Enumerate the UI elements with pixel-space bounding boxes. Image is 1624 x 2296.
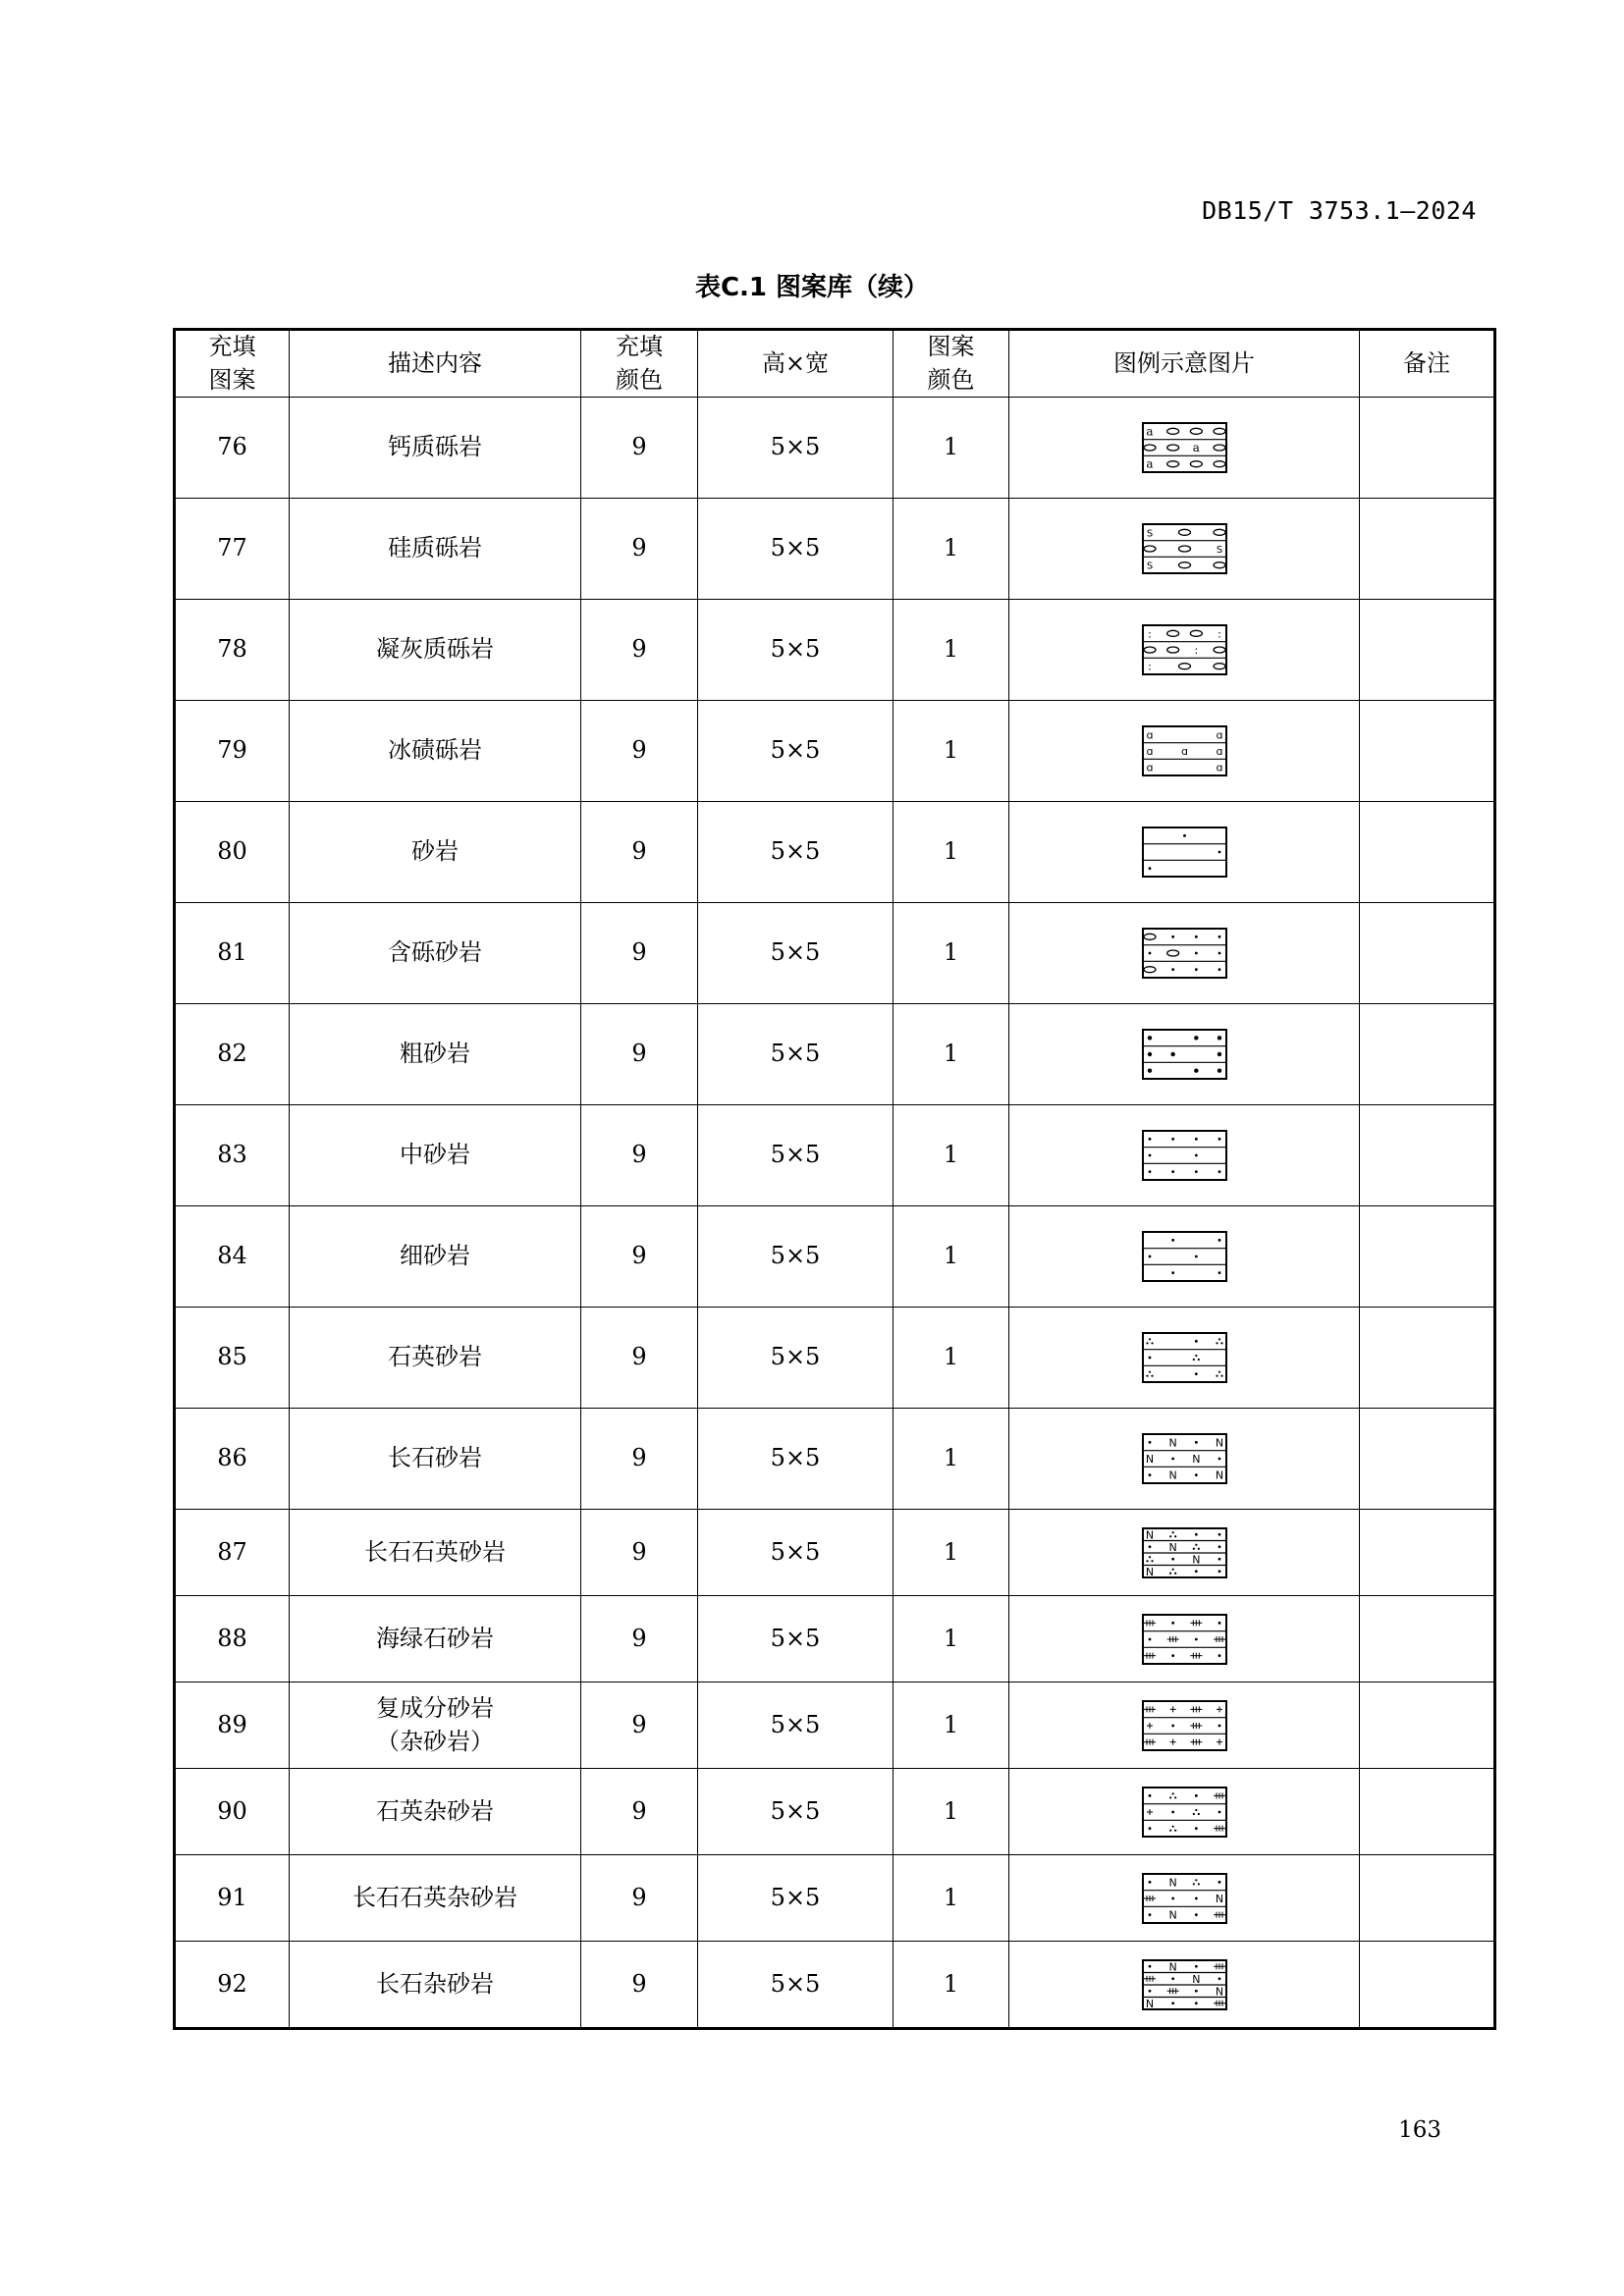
svg-text:N: N bbox=[1191, 1552, 1200, 1566]
legend-pattern-icon bbox=[1142, 1130, 1227, 1181]
row-pattern-color: 1 bbox=[893, 701, 1009, 802]
table-header-row bbox=[175, 330, 1495, 398]
header-pattern-color: 图案 颜色 bbox=[893, 330, 1009, 398]
table-row bbox=[175, 1855, 1495, 1942]
row-description: 石英砂岩 bbox=[290, 1308, 581, 1409]
legend-pattern-icon bbox=[1142, 725, 1227, 776]
legend-pattern-icon bbox=[1142, 1231, 1227, 1282]
row-remarks bbox=[1360, 398, 1495, 499]
row-legend bbox=[1009, 1682, 1360, 1769]
row-pattern-color: 1 bbox=[893, 1105, 1009, 1206]
row-remarks bbox=[1360, 1769, 1495, 1855]
row-legend bbox=[1009, 1105, 1360, 1206]
row-pattern-color: 1 bbox=[893, 802, 1009, 903]
row-remarks bbox=[1360, 600, 1495, 701]
row-size: 5×5 bbox=[698, 1409, 893, 1510]
row-pattern-color: 1 bbox=[893, 1206, 1009, 1308]
legend-pattern-icon bbox=[1142, 1787, 1227, 1838]
row-pattern-color: 1 bbox=[893, 1409, 1009, 1510]
row-size: 5×5 bbox=[698, 1105, 893, 1206]
row-remarks bbox=[1360, 499, 1495, 600]
svg-text:ɑ: ɑ bbox=[1216, 761, 1222, 774]
row-remarks bbox=[1360, 1855, 1495, 1942]
table-title: 表C.1 图案库（续） bbox=[694, 273, 930, 302]
row-remarks bbox=[1360, 1105, 1495, 1206]
row-fill-color: 9 bbox=[581, 1855, 698, 1942]
row-fill-color: 9 bbox=[581, 398, 698, 499]
row-legend bbox=[1009, 802, 1360, 903]
row-description: 冰碛砾岩 bbox=[290, 701, 581, 802]
row-number: 85 bbox=[175, 1308, 290, 1409]
header-description: 描述内容 bbox=[290, 330, 581, 398]
legend-pattern-icon bbox=[1142, 1700, 1227, 1751]
row-pattern-color: 1 bbox=[893, 1769, 1009, 1855]
row-fill-color: 9 bbox=[581, 1769, 698, 1855]
legend-pattern-icon bbox=[1142, 1433, 1227, 1484]
row-number: 88 bbox=[175, 1596, 290, 1682]
row-pattern-color: 1 bbox=[893, 1682, 1009, 1769]
table-row bbox=[175, 1682, 1495, 1769]
legend-pattern-icon bbox=[1142, 422, 1227, 473]
svg-text:N: N bbox=[1168, 1540, 1177, 1554]
row-number: 77 bbox=[175, 499, 290, 600]
row-size: 5×5 bbox=[698, 1510, 893, 1596]
row-size: 5×5 bbox=[698, 398, 893, 499]
row-fill-color: 9 bbox=[581, 802, 698, 903]
legend-pattern-icon bbox=[1142, 827, 1227, 878]
row-legend bbox=[1009, 1855, 1360, 1942]
svg-text:N: N bbox=[1215, 1436, 1223, 1450]
row-size: 5×5 bbox=[698, 903, 893, 1004]
row-pattern-color: 1 bbox=[893, 600, 1009, 701]
svg-text:N: N bbox=[1168, 1876, 1177, 1890]
table-row bbox=[175, 1409, 1495, 1510]
row-number: 87 bbox=[175, 1510, 290, 1596]
row-pattern-color: 1 bbox=[893, 903, 1009, 1004]
row-description: 长石砂岩 bbox=[290, 1409, 581, 1510]
row-description: 复成分砂岩 （杂砂岩） bbox=[290, 1682, 581, 1769]
svg-text:N: N bbox=[1191, 1972, 1200, 1986]
row-legend bbox=[1009, 1769, 1360, 1855]
legend-pattern-icon bbox=[1142, 1614, 1227, 1665]
row-description: 钙质砾岩 bbox=[290, 398, 581, 499]
row-number: 82 bbox=[175, 1004, 290, 1105]
svg-text::: : bbox=[1217, 627, 1221, 641]
legend-pattern-icon bbox=[1142, 1527, 1227, 1578]
legend-pattern-icon bbox=[1142, 1029, 1227, 1080]
svg-text:a: a bbox=[1192, 441, 1200, 455]
row-fill-color: 9 bbox=[581, 1004, 698, 1105]
row-size: 5×5 bbox=[698, 1004, 893, 1105]
svg-text:N: N bbox=[1215, 1892, 1223, 1905]
row-size: 5×5 bbox=[698, 1206, 893, 1308]
svg-text:ɑ: ɑ bbox=[1146, 728, 1153, 742]
legend-pattern-icon bbox=[1142, 1332, 1227, 1383]
row-number: 80 bbox=[175, 802, 290, 903]
row-legend bbox=[1009, 1596, 1360, 1682]
svg-text::: : bbox=[1147, 627, 1152, 641]
document-code: DB15/T 3753.1—2024 bbox=[1202, 196, 1477, 225]
table-row bbox=[175, 1942, 1495, 2029]
row-size: 5×5 bbox=[698, 802, 893, 903]
svg-text::: : bbox=[1147, 660, 1152, 673]
svg-text:ɑ: ɑ bbox=[1216, 728, 1222, 742]
row-size: 5×5 bbox=[698, 499, 893, 600]
table-row bbox=[175, 1510, 1495, 1596]
row-pattern-color: 1 bbox=[893, 1942, 1009, 2029]
table-row bbox=[175, 802, 1495, 903]
row-fill-color: 9 bbox=[581, 1596, 698, 1682]
row-description: 凝灰质砾岩 bbox=[290, 600, 581, 701]
svg-text:N: N bbox=[1145, 1997, 1154, 2010]
row-pattern-color: 1 bbox=[893, 398, 1009, 499]
svg-text:N: N bbox=[1168, 1959, 1177, 1973]
svg-text:ɑ: ɑ bbox=[1216, 745, 1222, 759]
row-number: 89 bbox=[175, 1682, 290, 1769]
row-pattern-color: 1 bbox=[893, 499, 1009, 600]
svg-text:N: N bbox=[1215, 1468, 1223, 1482]
row-pattern-color: 1 bbox=[893, 1855, 1009, 1942]
row-remarks bbox=[1360, 701, 1495, 802]
row-description: 海绿石砂岩 bbox=[290, 1596, 581, 1682]
row-pattern-color: 1 bbox=[893, 1596, 1009, 1682]
header-remarks: 备注 bbox=[1360, 330, 1495, 398]
table-row bbox=[175, 600, 1495, 701]
svg-text:N: N bbox=[1145, 1527, 1154, 1541]
table-row bbox=[175, 1004, 1495, 1105]
row-size: 5×5 bbox=[698, 1596, 893, 1682]
table-row bbox=[175, 1308, 1495, 1409]
row-remarks bbox=[1360, 1409, 1495, 1510]
header-fill-pattern: 充填 图案 bbox=[175, 330, 290, 398]
row-fill-color: 9 bbox=[581, 1409, 698, 1510]
row-fill-color: 9 bbox=[581, 1105, 698, 1206]
row-description: 长石石英杂砂岩 bbox=[290, 1855, 581, 1942]
table-row bbox=[175, 903, 1495, 1004]
row-size: 5×5 bbox=[698, 600, 893, 701]
row-size: 5×5 bbox=[698, 1682, 893, 1769]
row-remarks bbox=[1360, 1682, 1495, 1769]
table-row bbox=[175, 398, 1495, 499]
row-remarks bbox=[1360, 1510, 1495, 1596]
table-row bbox=[175, 1596, 1495, 1682]
row-legend bbox=[1009, 1409, 1360, 1510]
row-number: 91 bbox=[175, 1855, 290, 1942]
row-legend bbox=[1009, 1942, 1360, 2029]
row-remarks bbox=[1360, 1004, 1495, 1105]
row-number: 76 bbox=[175, 398, 290, 499]
row-fill-color: 9 bbox=[581, 701, 698, 802]
svg-text:ɑ: ɑ bbox=[1146, 761, 1153, 774]
svg-text:N: N bbox=[1191, 1453, 1200, 1467]
svg-text:N: N bbox=[1215, 1984, 1223, 1998]
row-number: 83 bbox=[175, 1105, 290, 1206]
row-pattern-color: 1 bbox=[893, 1510, 1009, 1596]
page-number: 163 bbox=[1398, 2117, 1441, 2143]
svg-text:S: S bbox=[1216, 545, 1222, 557]
legend-pattern-icon bbox=[1142, 624, 1227, 675]
row-description: 中砂岩 bbox=[290, 1105, 581, 1206]
legend-pattern-icon bbox=[1142, 1959, 1227, 2010]
row-description: 细砂岩 bbox=[290, 1206, 581, 1308]
row-remarks bbox=[1360, 802, 1495, 903]
row-fill-color: 9 bbox=[581, 1942, 698, 2029]
row-fill-color: 9 bbox=[581, 600, 698, 701]
row-legend bbox=[1009, 499, 1360, 600]
row-pattern-color: 1 bbox=[893, 1004, 1009, 1105]
pattern-library-table bbox=[173, 328, 1496, 2030]
svg-text:N: N bbox=[1145, 1453, 1154, 1467]
row-number: 92 bbox=[175, 1942, 290, 2029]
row-description: 含砾砂岩 bbox=[290, 903, 581, 1004]
row-remarks bbox=[1360, 1596, 1495, 1682]
row-fill-color: 9 bbox=[581, 903, 698, 1004]
row-size: 5×5 bbox=[698, 1308, 893, 1409]
svg-text:ɑ: ɑ bbox=[1146, 745, 1153, 759]
svg-text:S: S bbox=[1146, 561, 1153, 572]
svg-text:N: N bbox=[1168, 1468, 1177, 1482]
svg-text:N: N bbox=[1168, 1908, 1177, 1922]
row-fill-color: 9 bbox=[581, 1510, 698, 1596]
row-remarks bbox=[1360, 1206, 1495, 1308]
row-description: 长石杂砂岩 bbox=[290, 1942, 581, 2029]
row-legend bbox=[1009, 1206, 1360, 1308]
row-legend bbox=[1009, 1510, 1360, 1596]
row-remarks bbox=[1360, 903, 1495, 1004]
row-description: 砂岩 bbox=[290, 802, 581, 903]
legend-pattern-icon bbox=[1142, 1873, 1227, 1924]
row-description: 石英杂砂岩 bbox=[290, 1769, 581, 1855]
svg-text:S: S bbox=[1146, 528, 1153, 540]
svg-text:N: N bbox=[1168, 1436, 1177, 1450]
svg-text:ɑ: ɑ bbox=[1180, 745, 1188, 759]
legend-pattern-icon bbox=[1142, 523, 1227, 574]
table-row bbox=[175, 1769, 1495, 1855]
row-number: 86 bbox=[175, 1409, 290, 1510]
row-description: 硅质砾岩 bbox=[290, 499, 581, 600]
row-fill-color: 9 bbox=[581, 1206, 698, 1308]
row-size: 5×5 bbox=[698, 701, 893, 802]
row-legend bbox=[1009, 1004, 1360, 1105]
row-size: 5×5 bbox=[698, 1769, 893, 1855]
row-size: 5×5 bbox=[698, 1855, 893, 1942]
table-row bbox=[175, 499, 1495, 600]
header-size: 高×宽 bbox=[698, 330, 893, 398]
row-fill-color: 9 bbox=[581, 499, 698, 600]
row-description: 粗砂岩 bbox=[290, 1004, 581, 1105]
row-legend bbox=[1009, 1308, 1360, 1409]
row-legend bbox=[1009, 600, 1360, 701]
row-number: 81 bbox=[175, 903, 290, 1004]
row-number: 84 bbox=[175, 1206, 290, 1308]
row-size: 5×5 bbox=[698, 1942, 893, 2029]
row-number: 78 bbox=[175, 600, 290, 701]
row-remarks bbox=[1360, 1942, 1495, 2029]
table-row bbox=[175, 701, 1495, 802]
row-fill-color: 9 bbox=[581, 1308, 698, 1409]
row-number: 90 bbox=[175, 1769, 290, 1855]
svg-text:a: a bbox=[1145, 424, 1154, 439]
header-legend-image: 图例示意图片 bbox=[1009, 330, 1360, 398]
row-remarks bbox=[1360, 1308, 1495, 1409]
table-row bbox=[175, 1105, 1495, 1206]
svg-text:a: a bbox=[1145, 456, 1154, 471]
svg-text::: : bbox=[1193, 644, 1198, 658]
row-legend bbox=[1009, 903, 1360, 1004]
row-legend bbox=[1009, 701, 1360, 802]
svg-text:N: N bbox=[1145, 1565, 1154, 1578]
row-description: 长石石英砂岩 bbox=[290, 1510, 581, 1596]
row-pattern-color: 1 bbox=[893, 1308, 1009, 1409]
legend-pattern-icon bbox=[1142, 928, 1227, 979]
row-number: 79 bbox=[175, 701, 290, 802]
table-row bbox=[175, 1206, 1495, 1308]
row-fill-color: 9 bbox=[581, 1682, 698, 1769]
row-legend bbox=[1009, 398, 1360, 499]
header-fill-color: 充填 颜色 bbox=[581, 330, 698, 398]
